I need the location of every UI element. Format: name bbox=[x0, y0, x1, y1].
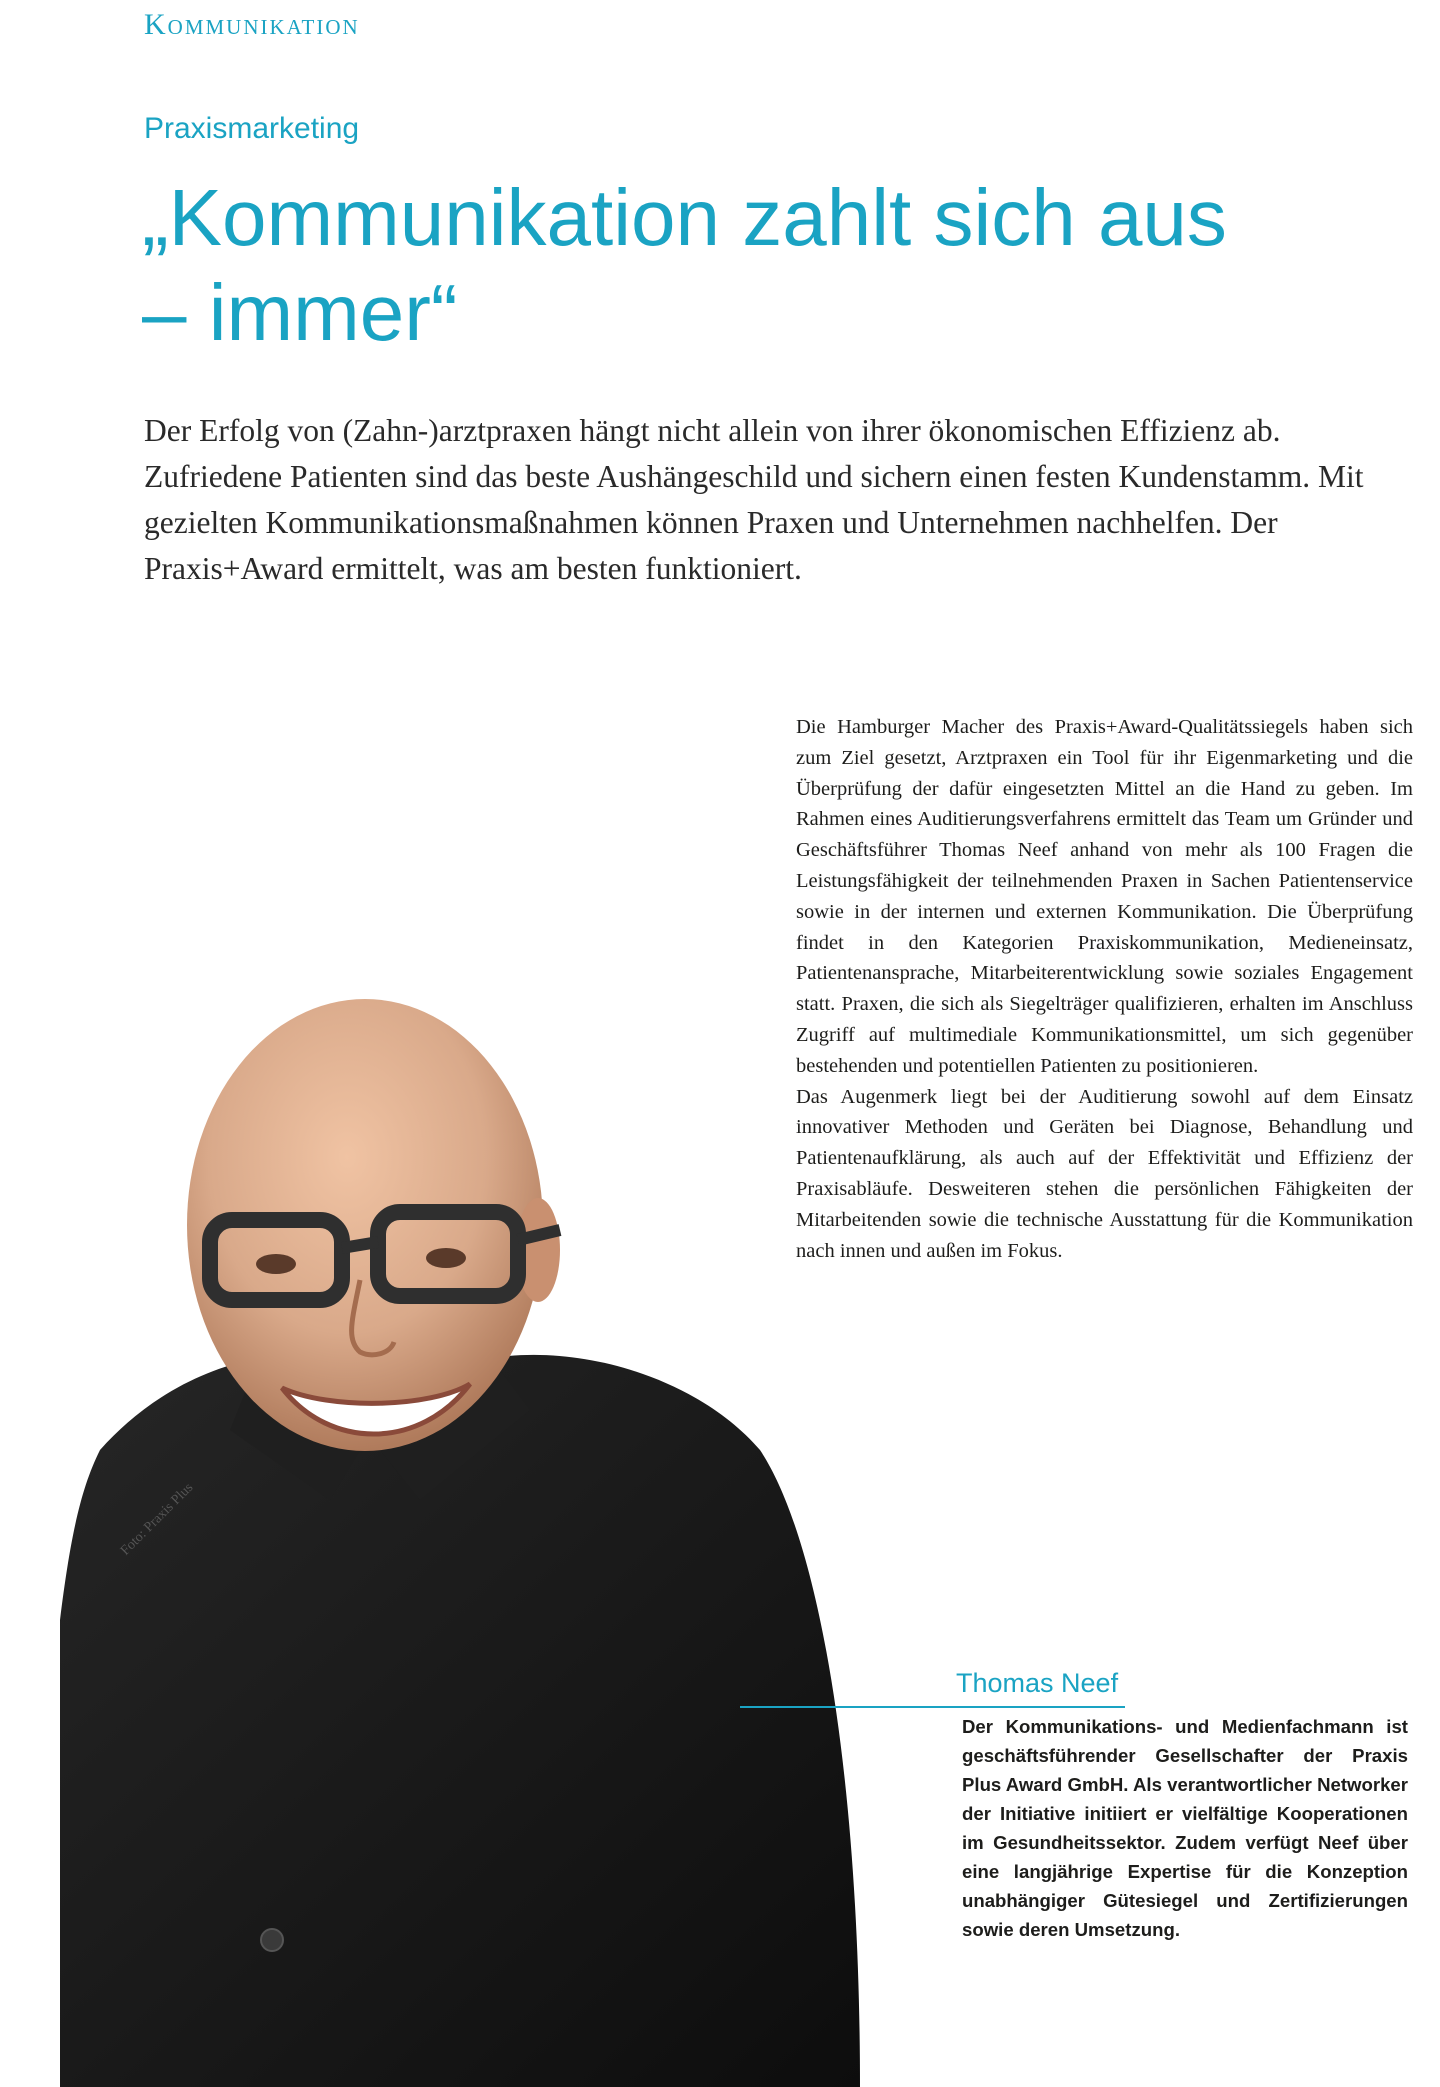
caption-name: Thomas Neef bbox=[956, 1668, 1119, 1698]
kicker: Praxismarketing bbox=[144, 112, 360, 145]
section-header: Kommunikation bbox=[144, 8, 360, 41]
body-column bbox=[796, 712, 1413, 1266]
body-paragraph-2: Das Augenmerk liegt bei der Auditierung sowohl auf dem Einsatz innovativer Methoden und Geräten bei Diagnose, Behandlung und Patientenaufklärung, als auch auf der Effektivität und Effizienz der Praxisabläufe. Desweiteren stehen die persönlichen Fähigkeiten der Mitarbeitenden sowie die technische Ausstattung für die Kommunikation nach innen und außen im Fokus. bbox=[796, 1085, 1413, 1262]
lead-paragraph: Der Erfolg von (Zahn-)arztpraxen hängt nicht allein von ihrer ökonomischen Effizienz ab. Zufriedene Patienten sind das beste Aushängeschild und sichern einen festen Kundenstamm. Mit gezielten Kommunikationsmaßnahmen können Praxen und Unternehmen nachhelfen. Der Praxis+Award ermittelt, was am besten funktioniert. bbox=[144, 413, 1364, 586]
body-paragraph-1: Die Hamburger Macher des Praxis+Award-Qualitätssiegels haben sich zum Ziel gesetzt, Arztpraxen ein Tool für ihr Eigenmarketing und die Überprüfung der dafür eingesetzten Mittel an die Hand zu geben. Im Rahmen eines Auditierungsverfahrens ermittelt das Team um Gründer und Geschäftsführer Thomas Neef anhand von mehr als 100 Fragen die Leistungsfähigkeit der teilnehmenden Praxen in Sachen Patientenservice sowie in der internen und externen Kommunikation. Die Überprüfung findet in den Kategorien Praxiskommunikation, Medieneinsatz, Patientenansprache, Mitarbeiterentwicklung sowie soziales Engagement statt. Praxen, die sich als Siegelträger qualifizieren, erhalten im Anschluss Zugriff auf multimediale Kommunikationsmittel, um sich gegenüber bestehenden und potentiellen Patienten zu positionieren. bbox=[796, 716, 1413, 1077]
caption-bio: Der Kommunikations- und Medienfachmann ist geschäftsführender Gesellschafter der Praxis Plus Award GmbH. Als verantwortlicher Networker der Initiative initiiert er vielfältige Kooperationen im Gesundheitssektor. Zudem verfügt Neef über eine langjährige Expertise für die Konzeption unabhängiger Gütesiegel und Zertifizierungen sowie deren Umsetzung. bbox=[962, 1716, 1408, 1940]
caption-divider bbox=[740, 1706, 1125, 1708]
headline: „Kommunikation zahlt sich aus – immer“ bbox=[142, 173, 1227, 357]
portrait-photo bbox=[60, 980, 860, 2087]
photo-credit: Foto: Praxis Plus bbox=[118, 1480, 197, 1559]
